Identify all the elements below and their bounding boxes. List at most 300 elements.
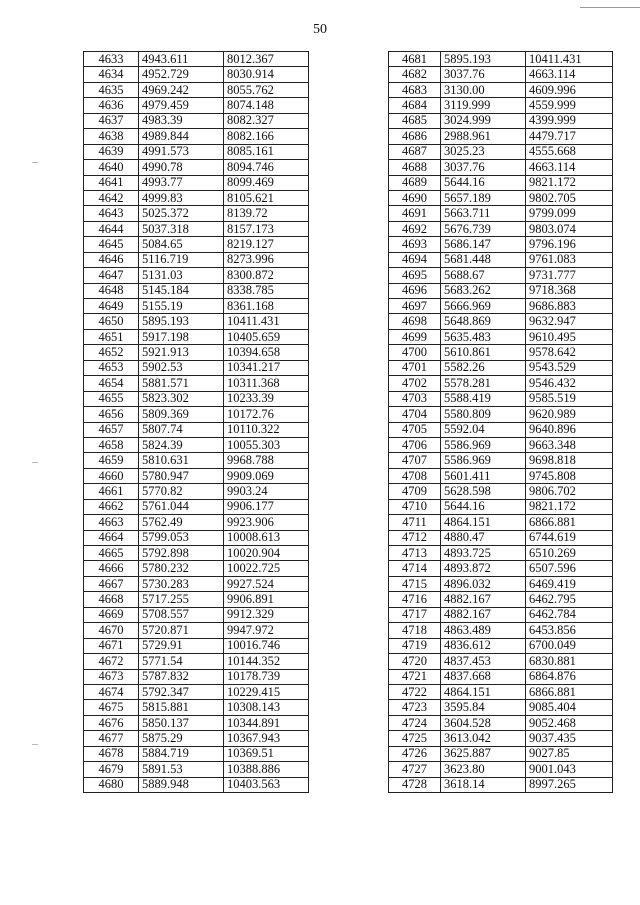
y-coordinate-cell: 8338.785 (224, 283, 309, 298)
y-coordinate-cell: 10020.904 (224, 546, 309, 561)
table-row (84, 190, 309, 205)
table-row (389, 638, 613, 653)
table-row (389, 715, 613, 730)
x-coordinate-cell: 5588.419 (441, 391, 526, 406)
point-number-cell: 4670 (84, 623, 139, 638)
table-row (389, 329, 613, 344)
point-number-cell: 4656 (84, 407, 139, 422)
table-row (389, 546, 613, 561)
x-coordinate-cell: 5580.809 (441, 407, 526, 422)
y-coordinate-cell: 9001.043 (526, 762, 613, 777)
point-number-cell: 4707 (389, 453, 441, 468)
point-number-cell: 4726 (389, 746, 441, 761)
y-coordinate-cell: 8085.161 (224, 144, 309, 159)
y-coordinate-cell: 10178.739 (224, 669, 309, 684)
point-number-cell: 4701 (389, 360, 441, 375)
table-row (84, 422, 309, 437)
point-number-cell: 4636 (84, 98, 139, 113)
y-coordinate-cell: 10369.51 (224, 746, 309, 761)
x-coordinate-cell: 3604.528 (441, 715, 526, 730)
table-row (84, 484, 309, 499)
point-number-cell: 4648 (84, 283, 139, 298)
y-coordinate-cell: 6864.876 (526, 669, 613, 684)
y-coordinate-cell: 10411.431 (526, 52, 613, 67)
table-row (389, 746, 613, 761)
point-number-cell: 4722 (389, 684, 441, 699)
point-number-cell: 4661 (84, 484, 139, 499)
y-coordinate-cell: 8139.72 (224, 206, 309, 221)
y-coordinate-cell: 8273.996 (224, 252, 309, 267)
y-coordinate-cell: 6469.419 (526, 576, 613, 591)
x-coordinate-cell: 5824.39 (139, 437, 224, 452)
y-coordinate-cell: 10311.368 (224, 376, 309, 391)
y-coordinate-cell: 9686.883 (526, 299, 613, 314)
point-number-cell: 4697 (389, 299, 441, 314)
table-row (84, 345, 309, 360)
point-number-cell: 4643 (84, 206, 139, 221)
y-coordinate-cell: 9085.404 (526, 700, 613, 715)
x-coordinate-cell: 4969.242 (139, 82, 224, 97)
x-coordinate-cell: 4882.167 (441, 607, 526, 622)
point-number-cell: 4640 (84, 160, 139, 175)
table-row (84, 175, 309, 190)
x-coordinate-cell: 5663.711 (441, 206, 526, 221)
table-row (84, 98, 309, 113)
table-row (84, 777, 309, 792)
y-coordinate-cell: 8082.327 (224, 113, 309, 128)
table-row (389, 669, 613, 684)
point-number-cell: 4716 (389, 592, 441, 607)
point-number-cell: 4706 (389, 437, 441, 452)
x-coordinate-cell: 5792.347 (139, 684, 224, 699)
x-coordinate-cell: 4993.77 (139, 175, 224, 190)
y-coordinate-cell: 6462.784 (526, 607, 613, 622)
y-coordinate-cell: 9037.435 (526, 731, 613, 746)
x-coordinate-cell: 5891.53 (139, 762, 224, 777)
point-number-cell: 4714 (389, 561, 441, 576)
point-number-cell: 4662 (84, 499, 139, 514)
point-number-cell: 4724 (389, 715, 441, 730)
x-coordinate-cell: 5037.318 (139, 221, 224, 236)
point-number-cell: 4713 (389, 546, 441, 561)
table-row (389, 237, 613, 252)
table-row (84, 52, 309, 67)
x-coordinate-cell: 5644.16 (441, 499, 526, 514)
table-row (389, 67, 613, 82)
x-coordinate-cell: 5116.719 (139, 252, 224, 267)
y-coordinate-cell: 8997.265 (526, 777, 613, 792)
table-row (84, 252, 309, 267)
y-coordinate-cell: 9806.702 (526, 484, 613, 499)
point-number-cell: 4638 (84, 129, 139, 144)
y-coordinate-cell: 10144.352 (224, 654, 309, 669)
y-coordinate-cell: 4479.717 (526, 129, 613, 144)
x-coordinate-cell: 5601.411 (441, 468, 526, 483)
x-coordinate-cell: 3595.84 (441, 700, 526, 715)
point-number-cell: 4651 (84, 329, 139, 344)
x-coordinate-cell: 5676.739 (441, 221, 526, 236)
point-number-cell: 4667 (84, 576, 139, 591)
x-coordinate-cell: 5635.483 (441, 329, 526, 344)
table-row (84, 607, 309, 622)
y-coordinate-cell: 4663.114 (526, 67, 613, 82)
y-coordinate-cell: 10403.563 (224, 777, 309, 792)
y-coordinate-cell: 10411.431 (224, 314, 309, 329)
point-number-cell: 4690 (389, 190, 441, 205)
x-coordinate-cell: 4943.611 (139, 52, 224, 67)
x-coordinate-cell: 4896.032 (441, 576, 526, 591)
x-coordinate-cell: 5799.053 (139, 530, 224, 545)
table-row (389, 82, 613, 97)
point-number-cell: 4659 (84, 453, 139, 468)
point-number-cell: 4728 (389, 777, 441, 792)
point-number-cell: 4655 (84, 391, 139, 406)
table-row (389, 422, 613, 437)
coordinates-table-left (83, 51, 309, 793)
table-row (84, 391, 309, 406)
x-coordinate-cell: 5586.969 (441, 437, 526, 452)
x-coordinate-cell: 5688.67 (441, 268, 526, 283)
table-row (389, 654, 613, 669)
table-row (84, 715, 309, 730)
table-row (84, 360, 309, 375)
x-coordinate-cell: 3025.23 (441, 144, 526, 159)
x-coordinate-cell: 4989.844 (139, 129, 224, 144)
x-coordinate-cell: 5895.193 (441, 52, 526, 67)
y-coordinate-cell: 9923.906 (224, 515, 309, 530)
table-row (389, 762, 613, 777)
y-coordinate-cell: 9698.818 (526, 453, 613, 468)
x-coordinate-cell: 5717.255 (139, 592, 224, 607)
point-number-cell: 4635 (84, 82, 139, 97)
y-coordinate-cell: 9620.989 (526, 407, 613, 422)
x-coordinate-cell: 5780.232 (139, 561, 224, 576)
x-coordinate-cell: 5875.29 (139, 731, 224, 746)
y-coordinate-cell: 6700.049 (526, 638, 613, 653)
y-coordinate-cell: 9968.788 (224, 453, 309, 468)
y-coordinate-cell: 9799.099 (526, 206, 613, 221)
x-coordinate-cell: 5131.03 (139, 268, 224, 283)
x-coordinate-cell: 5666.969 (441, 299, 526, 314)
point-number-cell: 4711 (389, 515, 441, 530)
y-coordinate-cell: 10016.746 (224, 638, 309, 653)
y-coordinate-cell: 9731.777 (526, 268, 613, 283)
table-row (84, 160, 309, 175)
x-coordinate-cell: 3024.999 (441, 113, 526, 128)
point-number-cell: 4666 (84, 561, 139, 576)
x-coordinate-cell: 5770.82 (139, 484, 224, 499)
y-coordinate-cell: 9632.947 (526, 314, 613, 329)
y-coordinate-cell: 10008.613 (224, 530, 309, 545)
point-number-cell: 4657 (84, 422, 139, 437)
x-coordinate-cell: 5780.947 (139, 468, 224, 483)
table-row (389, 391, 613, 406)
y-coordinate-cell: 9052.468 (526, 715, 613, 730)
table-row (389, 299, 613, 314)
table-row (389, 376, 613, 391)
x-coordinate-cell: 5681.448 (441, 252, 526, 267)
point-number-cell: 4685 (389, 113, 441, 128)
table-row (389, 607, 613, 622)
x-coordinate-cell: 4836.612 (441, 638, 526, 653)
point-number-cell: 4672 (84, 654, 139, 669)
point-number-cell: 4668 (84, 592, 139, 607)
x-coordinate-cell: 5917.198 (139, 329, 224, 344)
y-coordinate-cell: 8157.173 (224, 221, 309, 236)
table-row (389, 129, 613, 144)
point-number-cell: 4710 (389, 499, 441, 514)
table-row (389, 576, 613, 591)
margin-mark (32, 462, 38, 463)
table-row (84, 654, 309, 669)
y-coordinate-cell: 9821.172 (526, 175, 613, 190)
table-row (84, 221, 309, 236)
point-number-cell: 4721 (389, 669, 441, 684)
x-coordinate-cell: 3119.999 (441, 98, 526, 113)
table-row (389, 221, 613, 236)
point-number-cell: 4689 (389, 175, 441, 190)
table-row (389, 530, 613, 545)
table-row (389, 684, 613, 699)
point-number-cell: 4709 (389, 484, 441, 499)
table-row (389, 561, 613, 576)
y-coordinate-cell: 10022.725 (224, 561, 309, 576)
x-coordinate-cell: 4990.78 (139, 160, 224, 175)
y-coordinate-cell: 9903.24 (224, 484, 309, 499)
x-coordinate-cell: 5628.598 (441, 484, 526, 499)
point-number-cell: 4673 (84, 669, 139, 684)
y-coordinate-cell: 10405.659 (224, 329, 309, 344)
y-coordinate-cell: 10110.322 (224, 422, 309, 437)
x-coordinate-cell: 5720.871 (139, 623, 224, 638)
table-row (84, 67, 309, 82)
x-coordinate-cell: 5610.861 (441, 345, 526, 360)
x-coordinate-cell: 5155.19 (139, 299, 224, 314)
point-number-cell: 4671 (84, 638, 139, 653)
y-coordinate-cell: 9906.891 (224, 592, 309, 607)
x-coordinate-cell: 3623.80 (441, 762, 526, 777)
point-number-cell: 4634 (84, 67, 139, 82)
point-number-cell: 4699 (389, 329, 441, 344)
x-coordinate-cell: 4983.39 (139, 113, 224, 128)
y-coordinate-cell: 9803.074 (526, 221, 613, 236)
table-row (84, 144, 309, 159)
x-coordinate-cell: 4864.151 (441, 684, 526, 699)
y-coordinate-cell: 9802.705 (526, 190, 613, 205)
table-row (389, 314, 613, 329)
point-number-cell: 4687 (389, 144, 441, 159)
coordinates-table-right (388, 51, 613, 793)
y-coordinate-cell: 8074.148 (224, 98, 309, 113)
y-coordinate-cell: 4399.999 (526, 113, 613, 128)
table-row (389, 468, 613, 483)
table-row (389, 113, 613, 128)
point-number-cell: 4727 (389, 762, 441, 777)
y-coordinate-cell: 9718.368 (526, 283, 613, 298)
y-coordinate-cell: 8094.746 (224, 160, 309, 175)
y-coordinate-cell: 4609.996 (526, 82, 613, 97)
y-coordinate-cell: 6866.881 (526, 515, 613, 530)
y-coordinate-cell: 9947.972 (224, 623, 309, 638)
x-coordinate-cell: 5582.26 (441, 360, 526, 375)
table-row (389, 777, 613, 792)
table-row (84, 376, 309, 391)
table-row (389, 700, 613, 715)
x-coordinate-cell: 5657.189 (441, 190, 526, 205)
x-coordinate-cell: 5648.869 (441, 314, 526, 329)
y-coordinate-cell: 9546.432 (526, 376, 613, 391)
point-number-cell: 4647 (84, 268, 139, 283)
x-coordinate-cell: 4864.151 (441, 515, 526, 530)
table-row (389, 52, 613, 67)
point-number-cell: 4682 (389, 67, 441, 82)
y-coordinate-cell: 9796.196 (526, 237, 613, 252)
point-number-cell: 4694 (389, 252, 441, 267)
table-row (389, 252, 613, 267)
x-coordinate-cell: 5881.571 (139, 376, 224, 391)
point-number-cell: 4712 (389, 530, 441, 545)
y-coordinate-cell: 9909.069 (224, 468, 309, 483)
point-number-cell: 4695 (389, 268, 441, 283)
x-coordinate-cell: 5889.948 (139, 777, 224, 792)
table-row (389, 623, 613, 638)
point-number-cell: 4693 (389, 237, 441, 252)
point-number-cell: 4692 (389, 221, 441, 236)
point-number-cell: 4686 (389, 129, 441, 144)
y-coordinate-cell: 8105.621 (224, 190, 309, 205)
table-row (84, 407, 309, 422)
x-coordinate-cell: 5025.372 (139, 206, 224, 221)
y-coordinate-cell: 9906.177 (224, 499, 309, 514)
table-row (84, 329, 309, 344)
point-number-cell: 4684 (389, 98, 441, 113)
table-row (389, 175, 613, 190)
y-coordinate-cell: 9640.896 (526, 422, 613, 437)
table-row (84, 576, 309, 591)
point-number-cell: 4679 (84, 762, 139, 777)
x-coordinate-cell: 2988.961 (441, 129, 526, 144)
table-row (389, 484, 613, 499)
table-row (84, 592, 309, 607)
point-number-cell: 4700 (389, 345, 441, 360)
point-number-cell: 4719 (389, 638, 441, 653)
point-number-cell: 4678 (84, 746, 139, 761)
table-row (389, 499, 613, 514)
x-coordinate-cell: 4882.167 (441, 592, 526, 607)
table-row (84, 453, 309, 468)
y-coordinate-cell: 8300.872 (224, 268, 309, 283)
x-coordinate-cell: 5708.557 (139, 607, 224, 622)
point-number-cell: 4698 (389, 314, 441, 329)
table-row (84, 530, 309, 545)
table-row (389, 144, 613, 159)
table-row (84, 684, 309, 699)
x-coordinate-cell: 5810.631 (139, 453, 224, 468)
x-coordinate-cell: 4893.725 (441, 546, 526, 561)
y-coordinate-cell: 8082.166 (224, 129, 309, 144)
table-row (84, 499, 309, 514)
y-coordinate-cell: 6744.619 (526, 530, 613, 545)
point-number-cell: 4646 (84, 252, 139, 267)
point-number-cell: 4677 (84, 731, 139, 746)
point-number-cell: 4653 (84, 360, 139, 375)
y-coordinate-cell: 9821.172 (526, 499, 613, 514)
table-row (84, 437, 309, 452)
point-number-cell: 4669 (84, 607, 139, 622)
x-coordinate-cell: 5592.04 (441, 422, 526, 437)
y-coordinate-cell: 6462.795 (526, 592, 613, 607)
margin-mark (32, 744, 38, 745)
x-coordinate-cell: 5761.044 (139, 499, 224, 514)
x-coordinate-cell: 5644.16 (441, 175, 526, 190)
table-row (84, 762, 309, 777)
table-row (84, 700, 309, 715)
y-coordinate-cell: 6830.881 (526, 654, 613, 669)
x-coordinate-cell: 5787.832 (139, 669, 224, 684)
y-coordinate-cell: 8055.762 (224, 82, 309, 97)
table-row (389, 283, 613, 298)
x-coordinate-cell: 5792.898 (139, 546, 224, 561)
point-number-cell: 4715 (389, 576, 441, 591)
y-coordinate-cell: 9585.519 (526, 391, 613, 406)
x-coordinate-cell: 3625.887 (441, 746, 526, 761)
y-coordinate-cell: 10308.143 (224, 700, 309, 715)
page-number: 50 (313, 22, 327, 37)
y-coordinate-cell: 9027.85 (526, 746, 613, 761)
table-row (389, 268, 613, 283)
x-coordinate-cell: 5762.49 (139, 515, 224, 530)
x-coordinate-cell: 4991.573 (139, 144, 224, 159)
y-coordinate-cell: 10344.891 (224, 715, 309, 730)
point-number-cell: 4675 (84, 700, 139, 715)
point-number-cell: 4681 (389, 52, 441, 67)
x-coordinate-cell: 4952.729 (139, 67, 224, 82)
x-coordinate-cell: 3613.042 (441, 731, 526, 746)
table-row (389, 453, 613, 468)
y-coordinate-cell: 10388.886 (224, 762, 309, 777)
y-coordinate-cell: 9663.348 (526, 437, 613, 452)
point-number-cell: 4654 (84, 376, 139, 391)
point-number-cell: 4637 (84, 113, 139, 128)
x-coordinate-cell: 5771.54 (139, 654, 224, 669)
table-row (84, 206, 309, 221)
y-coordinate-cell: 10341.217 (224, 360, 309, 375)
point-number-cell: 4723 (389, 700, 441, 715)
x-coordinate-cell: 3037.76 (441, 160, 526, 175)
point-number-cell: 4688 (389, 160, 441, 175)
table-row (389, 437, 613, 452)
y-coordinate-cell: 9578.642 (526, 345, 613, 360)
point-number-cell: 4641 (84, 175, 139, 190)
point-number-cell: 4720 (389, 654, 441, 669)
point-number-cell: 4645 (84, 237, 139, 252)
y-coordinate-cell: 10367.943 (224, 731, 309, 746)
x-coordinate-cell: 4999.83 (139, 190, 224, 205)
table-row (84, 746, 309, 761)
table-row (84, 314, 309, 329)
table-row (84, 283, 309, 298)
y-coordinate-cell: 4663.114 (526, 160, 613, 175)
x-coordinate-cell: 4979.459 (139, 98, 224, 113)
x-coordinate-cell: 5683.262 (441, 283, 526, 298)
point-number-cell: 4680 (84, 777, 139, 792)
y-coordinate-cell: 10233.39 (224, 391, 309, 406)
x-coordinate-cell: 5586.969 (441, 453, 526, 468)
point-number-cell: 4649 (84, 299, 139, 314)
point-number-cell: 4708 (389, 468, 441, 483)
x-coordinate-cell: 5884.719 (139, 746, 224, 761)
x-coordinate-cell: 5823.302 (139, 391, 224, 406)
